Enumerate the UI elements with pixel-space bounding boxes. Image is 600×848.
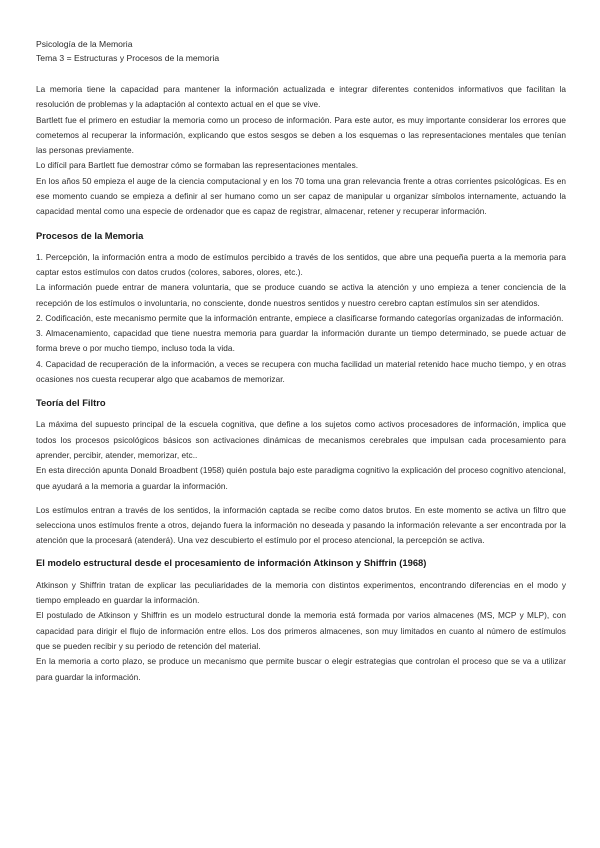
procesos-paragraph: 3. Almacenamiento, capacidad que tiene nuestra memoria para guardar la información durante un tiempo determinado, se puede actuar de forma breve o por mucho tiempo, incluso toda la vida. xyxy=(36,329,566,354)
modelo-section xyxy=(36,578,566,685)
procesos-paragraph: 1. Percepción, la información entra a modo de estímulos percibido a través de los sentidos, que abre una pequeña puerta a la memoria para captar estos estímulos con datos crudos (colores, sabores, olores, etc.). xyxy=(36,252,566,277)
modelo-paragraph: En la memoria a corto plazo, se produce un mecanismo que permite buscar o elegir estrategias que controlan el proceso que se va a utilizar para guardar la información. xyxy=(36,657,566,682)
procesos-paragraph: 2. Codificación, este mecanismo permite que la información entrante, empiece a clasificarse formando categorías organizadas de información. xyxy=(36,313,564,323)
modelo-paragraph: Atkinson y Shiffrin tratan de explicar las peculiaridades de la memoria con distintos experimentos, encontrando diferencias en el modo y tiempo empleado en guardar la información. xyxy=(36,580,566,606)
section-heading-modelo: El modelo estructural desde el procesamiento de información Atkinson y Shiffrin (1968) xyxy=(36,556,427,568)
procesos-paragraph: 4. Capacidad de recuperación de la información, a veces se recupera con mucha facilidad un material retenido hace mucho tiempo, y en otras ocasiones nos cuesta recuperar algo que acabamos de memorizar. xyxy=(36,359,566,385)
procesos-section xyxy=(36,250,566,388)
topic-title: Tema 3 = Estructuras y Procesos de la memoria xyxy=(36,52,220,63)
intro-section xyxy=(36,82,566,220)
filtro-paragraph: La máxima del supuesto principal de la escuela cognitiva, que define a los sujetos como activos procesadores de información, implica que todos los procesos psicológicos básicos son activaciones dinámicas de mecanismos cerebrales que impulsan cada procesamiento para aprender, percibir, atender, memorizar, etc.. xyxy=(36,420,566,460)
intro-paragraph: Bartlett fue el primero en estudiar la memoria como un proceso de información. Para este autor, es muy importante considerar los errores que cometemos al recuperar la información, explicando que estos sesgos se deben a los esquemas o las representaciones mentales que tenían las personas previamente. xyxy=(36,115,566,156)
intro-paragraph: Lo difícil para Bartlett fue demostrar cómo se formaban las representaciones mentales. xyxy=(36,161,359,171)
course-title: Psicología de la Memoria xyxy=(36,39,133,49)
filtro-paragraph: Los estímulos entran a través de los sentidos, la información captada se recibe como datos brutos. En este momento se activa un filtro que selecciona unos estímulos frente a otros, dejando fuera la información no deseada y pasando la información relevante a ser encontrada por la atención que la procesará (atenderá). Una vez descubierto el estímulo por el proceso atencional, la percepción se activa. xyxy=(36,505,566,546)
filtro-section xyxy=(36,417,566,548)
section-heading-procesos: Procesos de la Memoria xyxy=(36,229,144,241)
document-body xyxy=(36,82,566,685)
document-header xyxy=(36,38,219,65)
modelo-paragraph: El postulado de Atkinson y Shiffrin es un modelo estructural donde la memoria está formada por varios almacenes (MS, MCP y MLP), con capacidad para dirigir el flujo de información entre ellos. Los dos primeros almacenes, son muy limitados en cuanto al número de estímulos que se pueden recibir y su periodo de retención del material. xyxy=(36,611,566,651)
intro-paragraph: En los años 50 empieza el auge de la ciencia computacional y en los 70 toma una gran relevancia frente a otras corrientes psicológicas. Es en ese momento cuando se empieza a definir al ser humano como un ser capaz de manipular u organizar símbolos internamente, actuando la capacidad mental como una especie de ordenador que es capaz de registrar, almacenar, retener y recuperar información. xyxy=(36,176,566,217)
paragraph-spacer xyxy=(36,494,566,503)
section-heading-filtro: Teoría del Filtro xyxy=(36,397,106,409)
intro-paragraph: La memoria tiene la capacidad para mantener la información actualizada e integrar diferentes contenidos informativos que facilitan la resolución de problemas y la adaptación al contexto actual en el que se vive. xyxy=(36,85,566,110)
procesos-paragraph: La información puede entrar de manera voluntaria, que se produce cuando se activa la atención y uno empieza a tener conciencia de la recepción de los estímulos o involuntaria, no consciente, donde nuestros sentidos y nuestro cerebro captan estímulos sin ser atendidos. xyxy=(36,283,566,308)
filtro-paragraph: En esta dirección apunta Donald Broadbent (1958) quién postula bajo este paradigma cognitivo la explicación del proceso cognitivo atencional, que ayudará a la memoria a guardar la información. xyxy=(36,466,566,491)
